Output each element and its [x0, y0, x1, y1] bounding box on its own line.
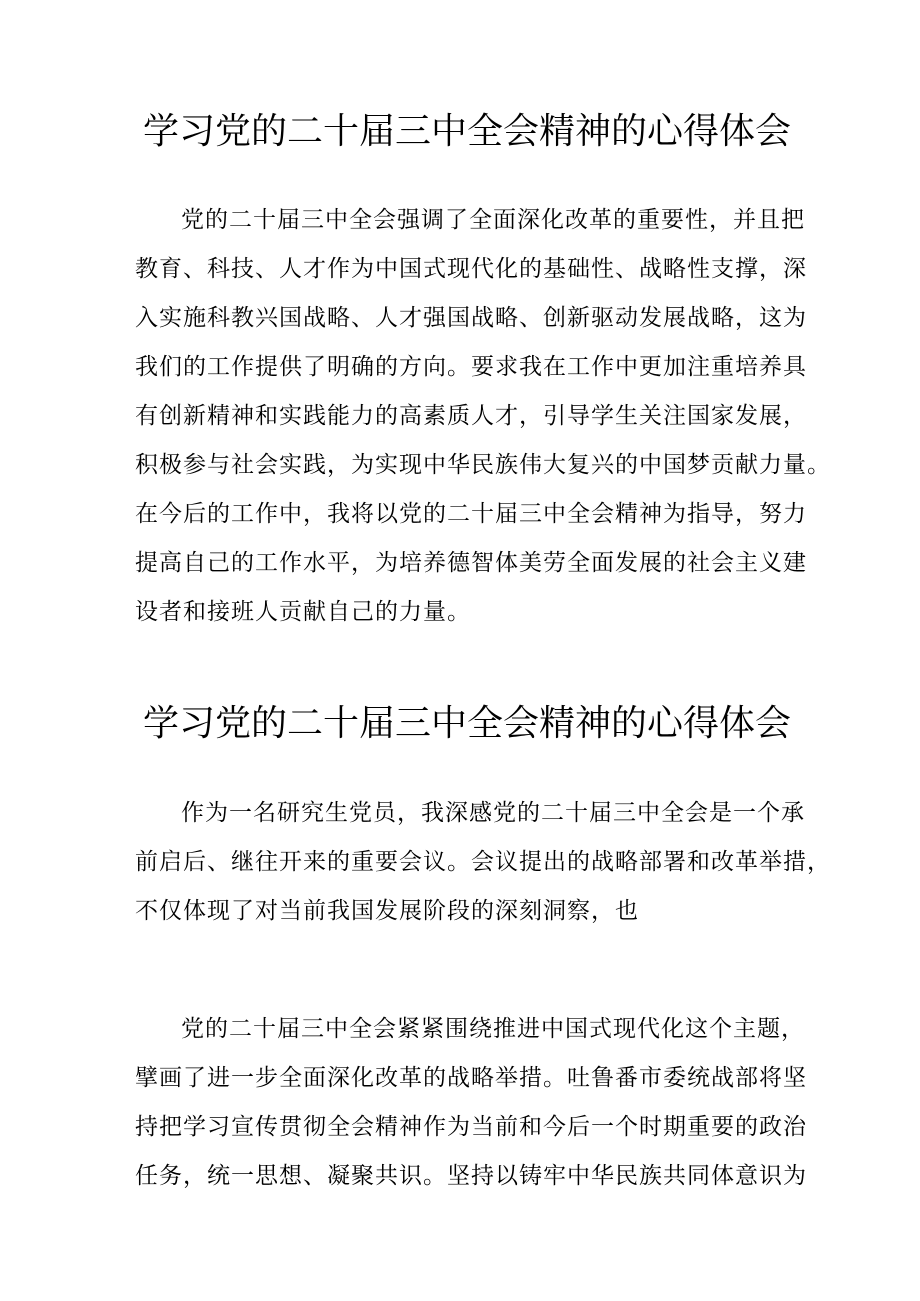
paragraph-line: 积极参与社会实践，为实现中华民族伟大复兴的中国梦贡献力量。 [135, 452, 831, 478]
paragraph-line: 前启后、继往开来的重要会议。会议提出的战略部署和改革举措， [135, 849, 831, 875]
paragraph-line: 有创新精神和实践能力的高素质人才，引导学生关注国家发展， [135, 403, 807, 429]
paragraph-line: 党的二十届三中全会紧紧围绕推进中国式现代化这个主题， [181, 1016, 805, 1042]
paragraph-line: 我们的工作提供了明确的方向。要求我在工作中更加注重培养具 [135, 354, 807, 380]
paragraph-line: 教育、科技、人才作为中国式现代化的基础性、战略性支撑，深 [135, 256, 807, 282]
paragraph-line: 入实施科教兴国战略、人才强国战略、创新驱动发展战略，这为 [135, 305, 807, 331]
section-1-title: 学习党的二十届三中全会精神的心得体会 [143, 111, 792, 152]
section-2-title: 学习党的二十届三中全会精神的心得体会 [143, 703, 792, 744]
paragraph-line: 提高自己的工作水平，为培养德智体美劳全面发展的社会主义建 [135, 550, 807, 576]
paragraph-line: 擘画了进一步全面深化改革的战略举措。吐鲁番市委统战部将坚 [135, 1065, 807, 1091]
section-1-paragraph [135, 196, 835, 637]
paragraph-line: 任务，统一思想、凝聚共识。坚持以铸牢中华民族共同体意识为 [135, 1163, 807, 1189]
paragraph-line: 不仅体现了对当前我国发展阶段的深刻洞察，也 [135, 898, 639, 924]
section-3-paragraph [135, 1005, 835, 1201]
paragraph-line: 作为一名研究生党员，我深感党的二十届三中全会是一个承 [181, 800, 805, 826]
paragraph-line: 在今后的工作中，我将以党的二十届三中全会精神为指导，努力 [135, 501, 807, 527]
paragraph-line: 持把学习宣传贯彻全会精神作为当前和今后一个时期重要的政治 [135, 1114, 807, 1140]
paragraph-line: 设者和接班人贡献自己的力量。 [135, 599, 471, 625]
paragraph-line: 党的二十届三中全会强调了全面深化改革的重要性，并且把 [181, 207, 805, 233]
section-2-paragraph [135, 789, 835, 936]
